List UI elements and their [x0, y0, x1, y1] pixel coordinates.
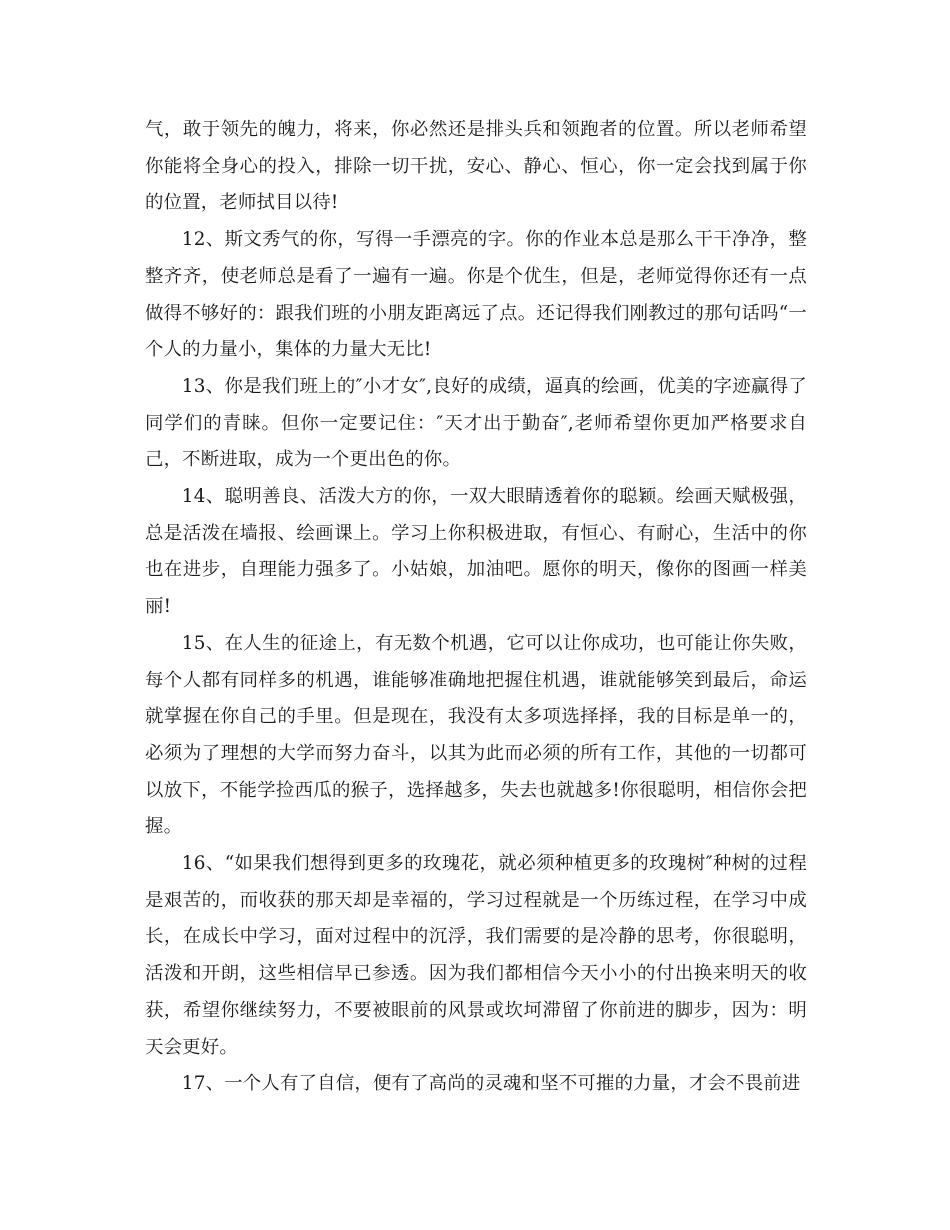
paragraph-13: 13、你是我们班上的″小才女″,良好的成绩，逼真的绘画，优美的字迹赢得了同学们的青睐。但你一定要记住：″天才出于勤奋″,老师希望你更加严格要求自己，不断进取，成为一个更出色的你。	[145, 375, 807, 471]
document-body	[145, 112, 807, 1103]
paragraph-16: 16、“如果我们想得到更多的玫瑰花，就必须种植更多的玫瑰树″种树的过程是艰苦的，而收获的那天却是幸福的，学习过程就是一个历练过程，在学习中成长，在成长中学习，面对过程中的沉浮，我们需要的是冷静的思考，你很聪明，活泼和开朗，这些相信早已参透。因为我们都相信今天小小的付出换来明天的收获，希望你继续努力，不要被眼前的风景或坎坷滞留了你前进的脚步，因为：明天会更好。	[145, 853, 807, 1058]
paragraph-14: 14、聪明善良、活泼大方的你，一双大眼睛透着你的聪颖。绘画天赋极强，总是活泼在墙报、绘画课上。学习上你积极进取，有恒心、有耐心，生活中的你也在进步，自理能力强多了。小姑娘，加油吧。愿你的明天，像你的图画一样美丽!	[145, 486, 807, 618]
paragraph-12: 12、斯文秀气的你，写得一手漂亮的字。你的作业本总是那么干干净净，整整齐齐，使老师总是看了一遍有一遍。你是个优生，但是，老师觉得你还有一点做得不够好的：跟我们班的小朋友距离远了点。还记得我们刚教过的那句话吗“一个人的力量小，集体的力量大无比!	[145, 229, 807, 361]
paragraph-17: 17、一个人有了自信，便有了高尚的灵魂和坚不可摧的力量，才会不畏前进	[181, 1073, 801, 1095]
paragraph-continuation: 气，敢于领先的魄力，将来，你必然还是排头兵和领跑者的位置。所以老师希望你能将全身心的投入，排除一切干扰，安心、静心、恒心，你一定会找到属于你的位置，老师拭目以待!	[145, 119, 807, 214]
paragraph-15: 15、在人生的征途上，有无数个机遇，它可以让你成功，也可能让你失败，每个人都有同样多的机遇，谁能够准确地把握住机遇，谁就能够笑到最后，命运就掌握在你自己的手里。但是现在，我没有太多项选择择，我的目标是单一的，必须为了理想的大学而努力奋斗，以其为此而必须的所有工作，其他的一切都可以放下，不能学捡西瓜的猴子，选择越多，失去也就越多!你很聪明，相信你会把握。	[145, 632, 807, 838]
